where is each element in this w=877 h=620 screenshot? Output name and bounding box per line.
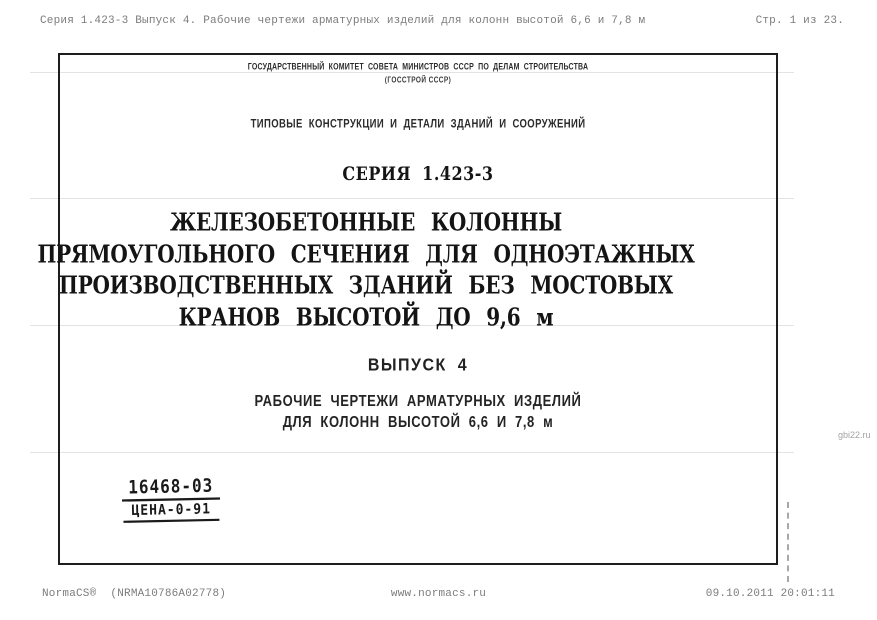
committee-line: ГОСУДАРСТВЕННЫЙ КОМИТЕТ СОВЕТА МИНИСТРОВ СССР ПО ДЕЛАМ СТРОИТЕЛЬСТВА [247,63,589,72]
issue-subtitle-1: РАБОЧИЕ ЧЕРТЕЖИ АРМАТУРНЫХ ИЗДЕЛИЙ [254,391,582,410]
footer-site: www.normacs.ru [390,588,487,600]
main-title-line: ПРОИЗВОДСТВЕННЫХ ЗДАНИЙ БЕЗ МОСТОВЫХ [59,270,673,300]
category-line: ТИПОВЫЕ КОНСТРУКЦИИ И ДЕТАЛИ ЗДАНИЙ И СООРУЖЕНИЙ [250,117,586,132]
series-heading: СЕРИЯ 1.423-3 [342,162,494,185]
issue-subtitle-2: ДЛЯ КОЛОНН ВЫСОТОЙ 6,6 И 7,8 м [282,412,554,431]
footer-app [42,588,226,600]
viewer-footer [0,588,877,604]
issue-heading: ВЫПУСК 4 [367,355,469,375]
viewer-header [40,15,844,27]
price-stamp [116,476,227,522]
page-indicator: Стр. 1 из 23. [755,15,844,27]
scan-artifact-dash [787,502,789,582]
footer-datetime: 09.10.2011 20:01:11 [705,588,835,600]
main-title-line: ПРЯМОУГОЛЬНОГО СЕЧЕНИЯ ДЛЯ ОДНОЭТАЖНЫХ [37,238,695,268]
main-title-line: КРАНОВ ВЫСОТОЙ ДО 9,6 м [178,301,554,331]
main-title [8,207,724,333]
stamp-price: ЦЕНА-0-91 [123,501,219,523]
footer-license: (NRMA10786A02778) [110,588,227,600]
gosstroy-line: (ГОССТРОЙ СССР) [384,76,452,85]
viewer-header-title: Серия 1.423-3 Выпуск 4. Рабочие чертежи арматурных изделий для колонн высотой 6,6 и 7,8 м [40,15,646,27]
main-title-line: ЖЕЛЕЗОБЕТОННЫЕ КОЛОННЫ [169,207,563,237]
watermark-gbi22: gbi22.ru [838,430,871,440]
stamp-number: 16468-03 [122,474,220,501]
footer-app-name: NormaCS® [42,588,97,600]
document-page [37,53,778,565]
